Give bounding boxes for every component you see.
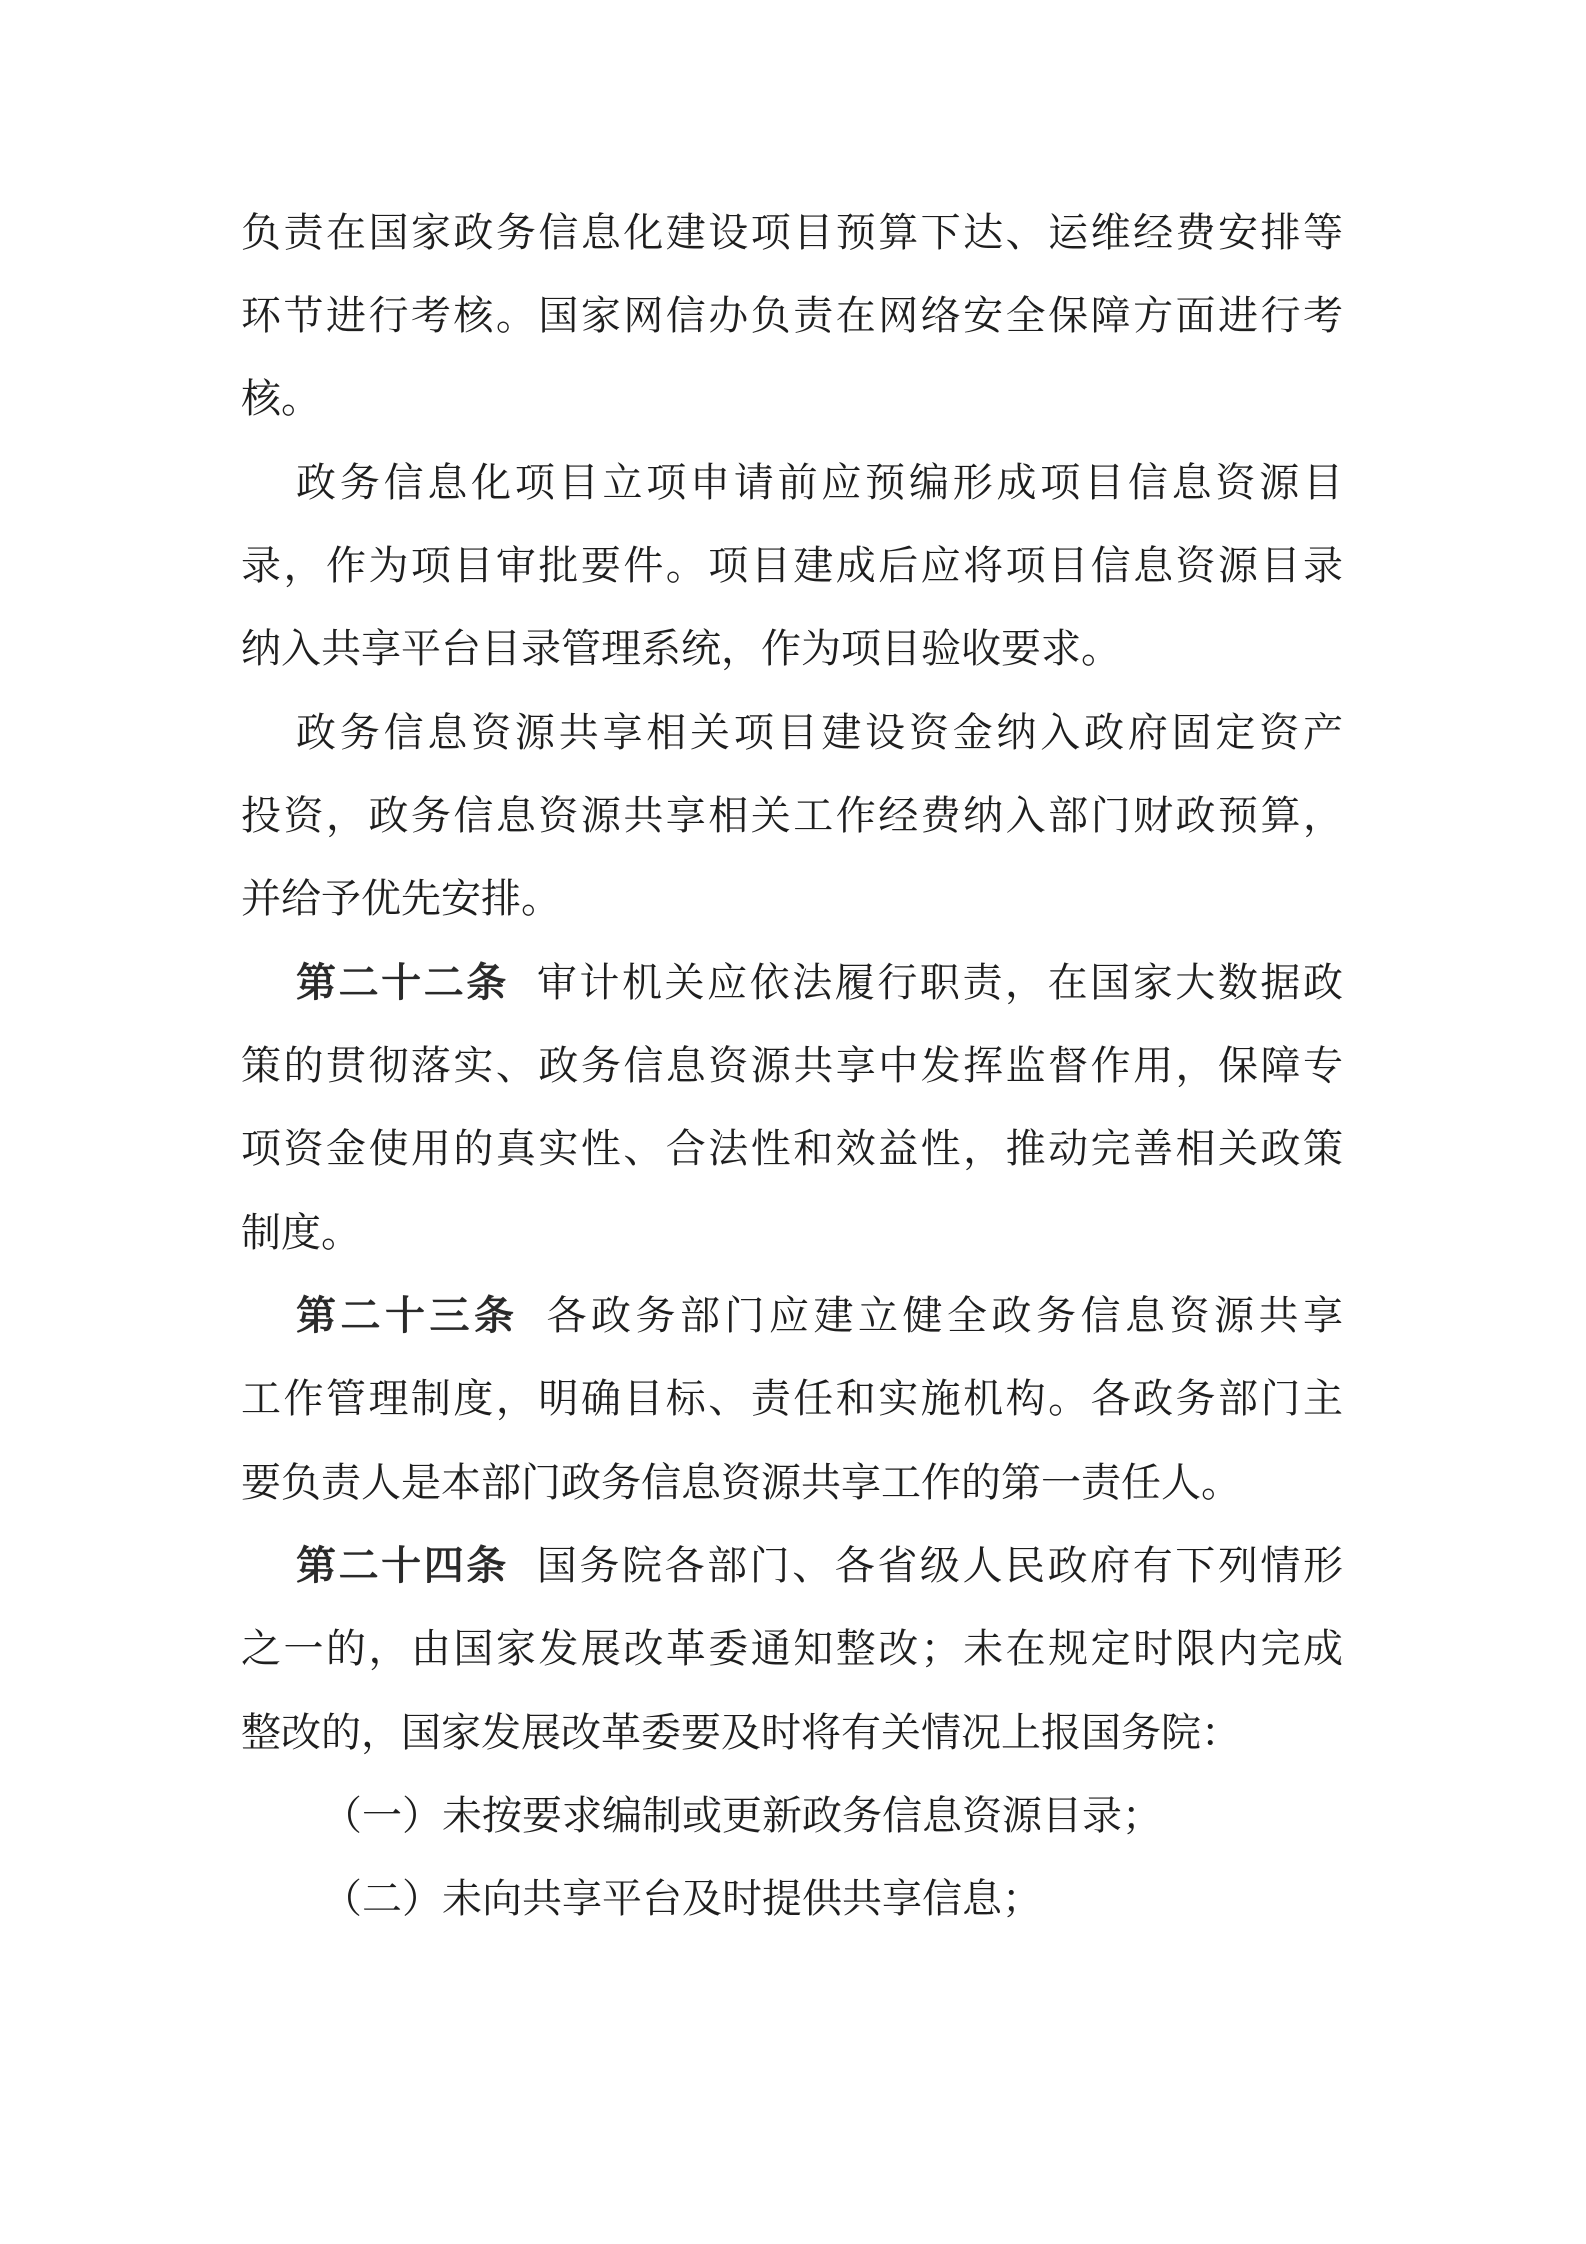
article-22-first-line [296,953,1343,1013]
text-line: 要负责人是本部门政务信息资源共享工作的第一责任人。 [241,1460,1241,1506]
list-item: （二）未向共享平台及时提供共享信息； [322,1876,1042,1922]
article-heading: 第二十三条 [296,1293,519,1339]
text-line: 政务信息化项目立项申请前应预编形成项目信息资源目 [296,460,1343,506]
article-heading: 第二十四条 [296,1543,509,1589]
text-line: 制度。 [241,1210,361,1256]
article-heading: 第二十二条 [296,960,509,1006]
text-line: 整改的，国家发展改革委要及时将有关情况上报国务院： [241,1710,1241,1756]
article-23-first-line [296,1286,1343,1346]
text-line: 之一的，由国家发展改革委通知整改；未在规定时限内完成 [241,1626,1343,1672]
text-line: 负责在国家政务信息化建设项目预算下达、运维经费安排等 [241,210,1343,256]
article-24-first-line [296,1536,1343,1596]
list-item: （一）未按要求编制或更新政务信息资源目录； [322,1793,1162,1839]
text-line: 并给予优先安排。 [241,876,561,922]
text-line: 政务信息资源共享相关项目建设资金纳入政府固定资产 [296,710,1343,756]
text-span: 各政务部门应建立健全政务信息资源共享 [546,1293,1343,1339]
text-line: 录，作为项目审批要件。项目建成后应将项目信息资源目录 [241,543,1343,589]
text-line: 核。 [241,376,321,422]
text-line: 环节进行考核。国家网信办负责在网络安全保障方面进行考 [241,293,1343,339]
text-line: 投资，政务信息资源共享相关工作经费纳入部门财政预算， [241,793,1343,839]
text-line: 项资金使用的真实性、合法性和效益性，推动完善相关政策 [241,1126,1343,1172]
text-span: 审计机关应依法履行职责，在国家大数据政 [536,960,1344,1006]
text-span: 国务院各部门、各省级人民政府有下列情形 [536,1543,1344,1589]
text-line: 策的贯彻落实、政务信息资源共享中发挥监督作用，保障专 [241,1043,1343,1089]
text-line: 纳入共享平台目录管理系统，作为项目验收要求。 [241,626,1121,672]
text-line: 工作管理制度，明确目标、责任和实施机构。各政务部门主 [241,1376,1343,1422]
